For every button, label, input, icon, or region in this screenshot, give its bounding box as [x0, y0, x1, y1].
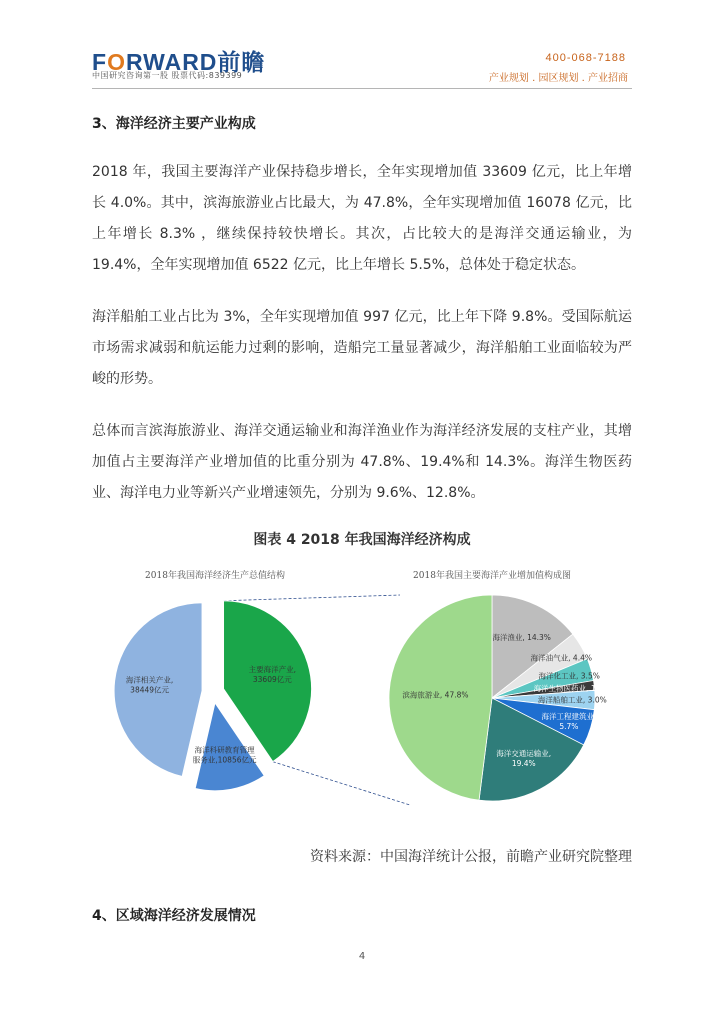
right-pie-label-4: 海洋船舶工业, 3.0% — [537, 695, 607, 705]
figure-title: 图表 4 2018 年我国海洋经济构成 — [253, 532, 471, 548]
logo-letters-rward: RWARD — [125, 49, 218, 75]
logo-letter-o: O — [107, 49, 126, 75]
left-pie-label-0: 主要海洋产业, 33609亿元 — [248, 664, 297, 684]
right-pie-label-3: 海洋生物医药业, 1.5% — [533, 684, 610, 694]
right-pie-label-7: 滨海旅游业, 47.8% — [402, 690, 469, 700]
right-pie-label-6: 海洋交通运输业, 19.4% — [496, 749, 552, 769]
figure-source: 资料来源：中国海洋统计公报，前瞻产业研究院整理 — [310, 849, 632, 865]
connector-line-0 — [224, 595, 400, 601]
paragraph-1: 2018 年，我国主要海洋产业保持稳步增长，全年实现增加值 33609 亿元，比上年增长 4.0%。其中，滨海旅游业占比最大，为 47.8%，全年实现增加值 16078 亿元，比上年增长 8.3% ，继续保持较快增长。其次，占比较大的是海洋交通运输业，为 19.4%，全年实现增加值 6522 亿元，比上年增长 5.5%，总体处于稳定状态。 — [92, 164, 632, 273]
section-heading-3: 3、海洋经济主要产业构成 — [92, 116, 256, 132]
paragraph-3: 总体而言滨海旅游业、海洋交通运输业和海洋渔业作为海洋经济发展的支柱产业，其增加值占主要海洋产业增加值的比重分别为 47.8%、19.4%和 14.3%。海洋生物医药业、海洋电力业等新兴产业增速领先，分别为 9.6%、12.8%。 — [92, 423, 632, 501]
page-header — [0, 0, 724, 92]
page-number: 4 — [358, 951, 366, 962]
section-heading-4: 4、区域海洋经济发展情况 — [92, 908, 256, 924]
right-pie-label-2: 海洋化工业, 3.5% — [538, 671, 600, 681]
paragraph-2: 海洋船舶工业占比为 3%，全年实现增加值 997 亿元，比上年下降 9.8%。受国际航运市场需求减弱和航运能力过剩的影响，造船完工量显著减少，海洋船舶工业面临较为严峻的形势。 — [92, 309, 632, 387]
left-pie — [114, 601, 311, 791]
ocean-economy-charts — [100, 560, 625, 820]
header-phone: 400-068-7188 — [545, 52, 626, 64]
logo-letter-f: F — [92, 49, 108, 75]
left-pie-label-1: 海洋科研教育管理服务业,10856亿元 — [192, 745, 257, 765]
header-divider — [92, 88, 632, 89]
header-slogan: 产业规划 . 园区规划 . 产业招商 — [488, 73, 628, 84]
left-chart-title: 2018年我国海洋经济生产总值结构 — [145, 571, 285, 581]
logo-subtitle: 中国研究咨询第一股 股票代码:839399 — [92, 71, 243, 80]
left-pie-label-2: 海洋相关产业, 38449亿元 — [125, 675, 174, 695]
right-chart-title: 2018年我国主要海洋产业增加值构成图 — [413, 571, 571, 581]
connector-line-1 — [273, 762, 410, 805]
right-pie — [389, 595, 610, 801]
right-pie-label-1: 海洋油气业, 4.4% — [530, 653, 592, 663]
right-pie-label-0: 海洋渔业, 14.3% — [492, 632, 551, 642]
right-pie-label-5: 海洋工程建筑业, 5.7% — [541, 712, 597, 732]
logo-chinese: 前瞻 — [217, 49, 266, 75]
